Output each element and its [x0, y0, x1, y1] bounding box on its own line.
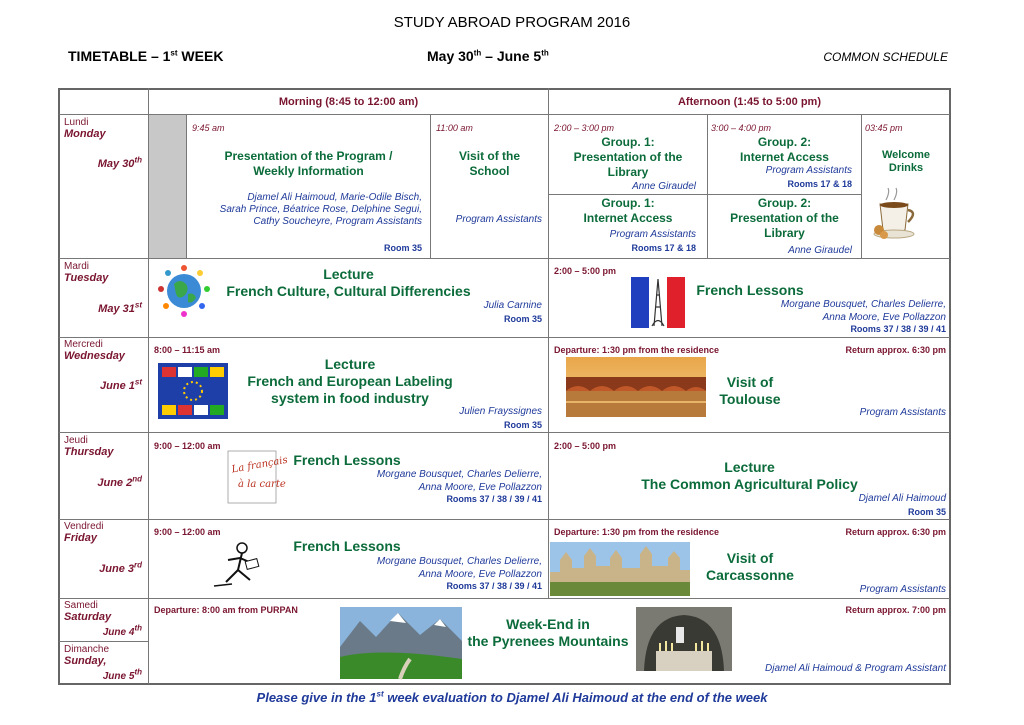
timetable-heading: TIMETABLE – 1st WEEK: [68, 48, 224, 64]
return-time: Return approx. 6:30 pm: [845, 345, 946, 355]
event-title: Group. 2: Internet Access: [740, 135, 829, 164]
footer-note: Please give in the 1st week evaluation to Djamel Ali Haimoud at the end of the week: [256, 689, 768, 705]
event-title: Visit of Carcassonne: [706, 550, 794, 583]
event-room: Rooms 37 / 38 / 39 / 41: [446, 494, 542, 504]
time: 2:00 – 3:00 pm: [554, 123, 615, 133]
event-people: Djamel Ali Haimoud: [858, 493, 946, 504]
francais-a-la-carte-logo: [226, 449, 289, 505]
event-title: Presentation of the Program / Weekly Information: [224, 149, 393, 178]
event-people: Djamel Ali Haimoud, Marie-Odile Bisch, Sarah Prince, Béatrice Rose, Delphine Segui, Cathy Soucheyre, Program Assistants: [219, 192, 422, 227]
day-monday: [64, 117, 106, 140]
event-room: Room 35: [503, 314, 542, 324]
event-room: Rooms 17 & 18: [787, 179, 852, 189]
weekend-divider: [59, 641, 149, 642]
event-people: Julia Carnine: [483, 300, 542, 311]
event-room: Rooms 17 & 18: [631, 243, 696, 253]
row-divider: [59, 519, 950, 520]
event-title: Welcome Drinks: [881, 149, 931, 174]
date-tuesday: May 31st: [98, 300, 142, 315]
row-divider: [59, 598, 950, 599]
row-divider: [59, 432, 950, 433]
departure-time: Departure: 8:00 am from PURPAN: [154, 605, 298, 615]
grey-cell: [149, 115, 186, 258]
col-divider: [186, 114, 187, 258]
event-room: Rooms 37 / 38 / 39 / 41: [446, 581, 542, 591]
event-title: French Lessons: [293, 452, 401, 468]
event-people: Program Assistants: [609, 229, 696, 240]
event-people: Morgane Bousquet, Charles Delierre, Anna Moore, Eve Pollazzon: [376, 556, 542, 580]
event-title: Visit of the School: [458, 149, 521, 178]
day-en: Monday: [64, 128, 106, 140]
event-people: Anne Giraudel: [788, 245, 852, 256]
time: 8:00 – 11:15 am: [154, 345, 221, 355]
monday-group-divider: [549, 194, 707, 195]
event-title: French Lessons: [696, 282, 804, 298]
afternoon-header: Afternoon (1:45 to 5:00 pm): [677, 96, 821, 108]
event-title: Lecture The Common Agricultural Policy: [641, 459, 858, 492]
event-people: Anne Giraudel: [632, 181, 696, 192]
event-people: Djamel Ali Haimoud & Program Assistant: [765, 663, 946, 674]
svg-text:à la carte: à la carte: [238, 479, 286, 490]
event-people: Program Assistants: [765, 165, 852, 176]
return-time: Return approx. 6:30 pm: [845, 527, 946, 537]
morning-header: Morning (8:45 to 12:00 am): [278, 96, 419, 108]
departure-time: Departure: 1:30 pm from the residence: [554, 527, 720, 537]
svg-text:La français: La français: [230, 454, 289, 476]
event-title: French Lessons: [293, 538, 401, 554]
date-monday: May 30th: [97, 155, 142, 170]
date-friday: June 3rd: [99, 560, 142, 575]
pyrenees-mountain-photo: [340, 607, 462, 679]
time: 3:00 – 4:00 pm: [711, 123, 772, 133]
carcassonne-photo: [550, 542, 690, 596]
event-people: Morgane Bousquet, Charles Delierre, Anna Moore, Eve Pollazzon: [780, 299, 946, 323]
event-room: Room 35: [907, 507, 946, 517]
time: 9:00 – 12:00 am: [154, 527, 221, 537]
event-room: Rooms 37 / 38 / 39 / 41: [850, 324, 946, 334]
time: 2:00 – 5:00 pm: [554, 266, 617, 276]
event-people: Program Assistants: [455, 214, 542, 225]
event-title: Week-End in the Pyrenees Mountains: [467, 616, 629, 649]
french-flag-eiffel-icon: [631, 277, 685, 328]
time: 9:45 am: [192, 123, 225, 133]
day-thursday: Jeudi Thursday: [64, 435, 114, 458]
date-wednesday: June 1st: [100, 377, 142, 392]
common-schedule-label: COMMON SCHEDULE: [823, 50, 948, 64]
event-room: Room 35: [383, 243, 422, 253]
event-title: Group. 1: Presentation of the Library: [573, 135, 683, 179]
day-wednesday: Mercredi Wednesday: [64, 339, 125, 362]
running-student-icon: [212, 540, 268, 590]
time: 03:45 pm: [865, 123, 903, 133]
event-people: Julien Frayssignes: [459, 406, 542, 417]
day-fr: Lundi: [64, 117, 89, 128]
coffee-cup-icon: [872, 190, 930, 242]
col-divider: [430, 114, 431, 258]
date-sunday: June 5th: [102, 667, 142, 682]
departure-time: Departure: 1:30 pm from the residence: [554, 345, 720, 355]
event-people: Program Assistants: [859, 584, 946, 595]
week-dates: May 30th – June 5th: [427, 48, 549, 64]
event-room: Room 35: [503, 420, 542, 430]
event-title: Visit of Toulouse: [719, 374, 781, 407]
day-sunday: Dimanche Sunday,: [64, 644, 110, 667]
event-title: Lecture French Culture, Cultural Differencies: [226, 266, 471, 299]
row-divider: [59, 114, 950, 115]
document-title: STUDY ABROAD PROGRAM 2016: [393, 14, 631, 31]
time: 9:00 – 12:00 am: [154, 441, 221, 451]
row-divider: [59, 258, 950, 259]
return-time: Return approx. 7:00 pm: [845, 605, 946, 615]
lourdes-grotto-photo: [636, 607, 732, 671]
event-title: Group. 1: Internet Access: [583, 196, 673, 225]
time: 11:00 am: [436, 123, 473, 133]
monday-group-divider: [707, 194, 861, 195]
day-tuesday: Mardi Tuesday: [64, 261, 109, 284]
event-people: Program Assistants: [859, 407, 946, 418]
time: 2:00 – 5:00 pm: [554, 441, 617, 451]
row-divider: [59, 337, 950, 338]
day-saturday: Samedi Saturday: [64, 600, 112, 623]
col-divider: [861, 114, 862, 258]
event-title: Group. 2: Presentation of the Library: [730, 196, 839, 240]
toulouse-photo: [566, 357, 706, 417]
event-people: Morgane Bousquet, Charles Delierre, Anna Moore, Eve Pollazzon: [376, 469, 542, 493]
event-title: Lecture French and European Labeling system in food industry: [247, 356, 453, 406]
date-thursday: June 2nd: [97, 474, 142, 489]
day-friday: Vendredi Friday: [64, 521, 104, 544]
date-saturday: June 4th: [102, 623, 142, 638]
